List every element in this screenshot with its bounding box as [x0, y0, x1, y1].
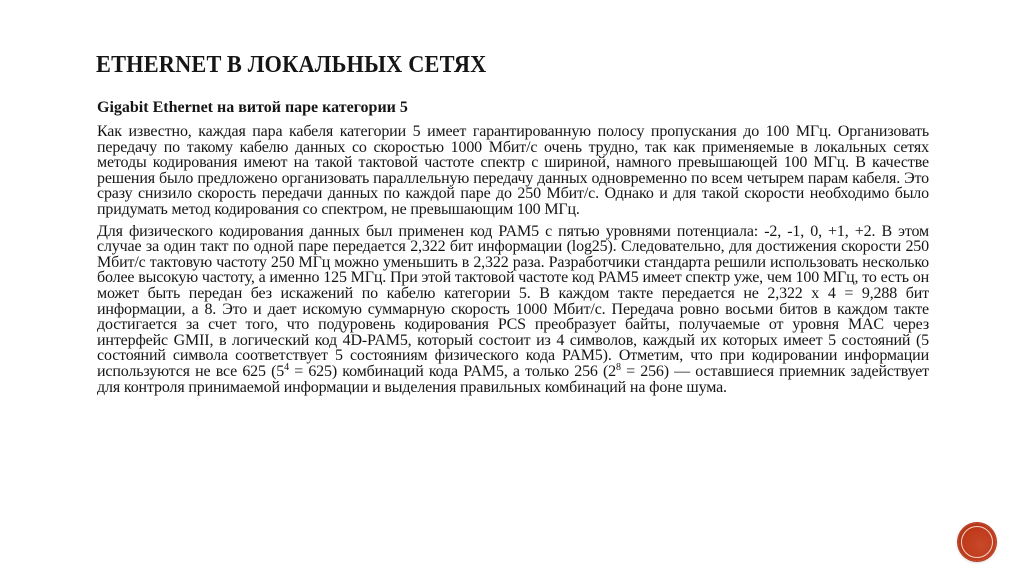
paragraph-bandwidth: Как известно, каждая пара кабеля категории 5 имеет гарантированную полосу пропускания до 100 МГц. Организовать передачу по такому кабелю данных со скоростью 1000 Мбит/с очень трудно, так как применяемые в локальных сетях методы кодирования имеют на такой тактовой частоте спектр с шириной, намного превышающей 100 МГц. В качестве решения было предложено организовать параллельную передачу данных одновременно по всем четырем парам кабеля. Это сразу снизило скорость передачи данных по каждой паре до 250 Мбит/с. Однако и для такой скорости необходимо было придумать метод кодирования со спектром, не превышающим 100 МГц. [97, 123, 929, 218]
paragraph-pam5-coding [97, 224, 929, 396]
paragraph-text-part3: = 256) — оставшиеся приемник задействует для контроля принимаемой информации и выделения правильных комбинаций на фоне шума. [97, 362, 930, 396]
superscript-exponent-4: 4 [284, 361, 289, 373]
section-subheading: Gigabit Ethernet на витой паре категории 5 [97, 99, 408, 116]
red-circle-icon [961, 526, 993, 558]
next-slide-button[interactable] [958, 523, 996, 561]
paragraph-text-part2: = 625) комбинаций кода PAM5, а только 256 (2 [289, 362, 617, 380]
slide-title: ETHERNET В ЛОКАЛЬНЫХ СЕТЯХ [96, 52, 487, 78]
slide-content [97, 98, 929, 401]
paragraph-text-part1: Для физического кодирования данных был применен код PAM5 с пятью уровнями потенциала: -2, -1, 0, +1, +2. В этом случае за один такт по одной паре передается 2,322 бит информации (log25). Следовательно, для достижения скорости 250 Мбит/с тактовую частоту 250 МГц можно уменьшить в 2,322 раза. Разработчики стандарта решили использовать несколько более высокую частоту, а именно 125 МГц. При этой тактовой частоте код PAM5 имеет спектр уже, чем 100 МГц, то есть он может быть передан без искажений по кабелю категории 5. В каждом такте передается не 2,322 x 4 = 9,288 бит информации, а 8. Это и дает искомую суммарную скорость 1000 Мбит/с. Передача ровно восьми битов в каждом такте достигается за счет того, что подуровень кодирования PCS преобразует байты, получаемые от уровня MAC через интерфейс GMII, в логический код 4D-PAM5, который состоит из 4 символов, каждый их которых имеет 5 состояний (5 состояний символа соответствует 5 состояниям физического кода PAM5). Отметим, что при кодировании информации используются не все 625 (5 [97, 222, 929, 380]
superscript-exponent-8: 8 [616, 361, 621, 373]
